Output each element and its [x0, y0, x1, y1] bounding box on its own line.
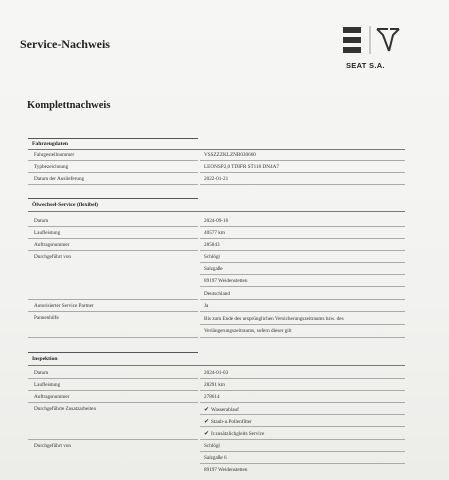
extra-work-label: Wasserablauf [211, 407, 239, 413]
field-label: Datum der Auslieferung [34, 176, 85, 182]
section-divider [28, 149, 405, 150]
address-line: Salzgaße [204, 266, 223, 272]
checkmark-icon: ✔ [204, 419, 210, 425]
row-divider [28, 184, 198, 185]
row-divider [200, 184, 405, 185]
row-divider [200, 238, 405, 239]
field-label: Durchgeführte Zusatzarbeiten [34, 406, 97, 412]
section-heading-oil-service: Ölwechsel-Service (flexibel) [32, 202, 99, 208]
field-label: Autorisierter Service Partner [34, 303, 94, 309]
field-value: 28291 km [204, 382, 225, 388]
row-divider [28, 337, 198, 338]
extra-work-item [204, 418, 252, 425]
field-label: Durchgeführt von [34, 254, 72, 260]
extra-work-label: Ir.zusätzlichgleits Service [211, 431, 265, 437]
row-divider [200, 226, 405, 227]
cupra-logo-icon [377, 29, 399, 51]
row-divider [200, 451, 405, 452]
field-label: Pannenhilfe [34, 315, 59, 321]
row-divider [200, 324, 405, 325]
address-line: 89197 Weidenstetten [204, 467, 248, 473]
row-divider [28, 299, 198, 300]
row-divider [28, 439, 198, 440]
checkmark-icon: ✔ [204, 431, 210, 437]
row-divider [28, 378, 198, 379]
field-value: 2024-09-16 [204, 218, 229, 224]
row-divider [28, 238, 198, 239]
row-divider [28, 172, 198, 173]
row-divider [200, 439, 405, 440]
section-divider [28, 211, 405, 212]
field-value: 2024-01-03 [204, 370, 229, 376]
row-divider [28, 311, 198, 312]
field-label: Datum [34, 218, 49, 224]
field-value: Bis zum Ende des ursprünglichen Versicherungszeitraums bzw. des [204, 316, 344, 322]
field-label: Laufleistung [34, 230, 61, 236]
field-label: Auftragsnummer [34, 394, 70, 400]
row-divider [200, 160, 405, 161]
field-value: VSSZZZKLZNB030660 [204, 152, 256, 158]
seat-logo [341, 25, 401, 55]
section-divider [28, 138, 198, 139]
brand-name: SEAT S.A. [346, 61, 385, 70]
row-divider [200, 402, 405, 403]
address-line: Salzgaße 6 [204, 455, 227, 461]
field-label: Typbezeichnung [34, 164, 69, 170]
row-divider [200, 299, 405, 300]
row-divider [200, 463, 405, 464]
row-divider [28, 390, 198, 391]
address-line: Schlögl [204, 254, 220, 260]
field-value: LEONSP2,0 TDIFR ST110 DN4A7 [204, 164, 279, 170]
row-divider [200, 414, 405, 415]
section-heading-inspection: Inspektion [32, 356, 58, 362]
section-divider [28, 352, 198, 353]
extra-work-label: Staub-u.Pollenfilter [211, 419, 252, 425]
field-label: Laufleistung [34, 382, 61, 388]
section-heading-vehicle: Fahrzeugdaten [32, 141, 69, 147]
address-line: 89197 Weidenstetten [204, 278, 248, 284]
address-line: Deutschland [204, 291, 230, 297]
row-divider [200, 274, 405, 275]
row-divider [200, 378, 405, 379]
section-divider [28, 198, 198, 199]
field-label: Fahrgestellnummer [34, 152, 75, 158]
field-value: 40577 km [204, 230, 225, 236]
seat-s-logo-icon [343, 27, 361, 53]
field-label: Auftragsnummer [34, 242, 70, 248]
field-label: Datum [34, 370, 49, 376]
row-divider [200, 286, 405, 287]
field-value: 285843 [204, 242, 220, 248]
row-divider [200, 250, 405, 251]
page-title: Service-Nachweis [20, 37, 110, 51]
extra-work-item [204, 406, 239, 413]
section-divider [28, 365, 405, 366]
row-divider [28, 226, 198, 227]
field-value: Verlängerungszeitraums, sofern dieser gilt [204, 328, 292, 334]
row-divider [200, 337, 405, 338]
row-divider [200, 311, 405, 312]
address-line: Schlögl [204, 443, 220, 449]
field-label: Durchgeführt von [34, 443, 72, 449]
row-divider [28, 402, 198, 403]
row-divider [28, 160, 198, 161]
field-value: 278614 [204, 394, 220, 400]
row-divider [28, 250, 198, 251]
extra-work-item [204, 430, 264, 437]
field-value: 2022-01-21 [204, 176, 229, 182]
row-divider [200, 262, 405, 263]
report-title: Komplettnachweis [27, 100, 111, 111]
field-value: Ja [204, 303, 209, 309]
row-divider [200, 390, 405, 391]
row-divider [200, 426, 405, 427]
row-divider [200, 172, 405, 173]
checkmark-icon: ✔ [204, 407, 210, 413]
